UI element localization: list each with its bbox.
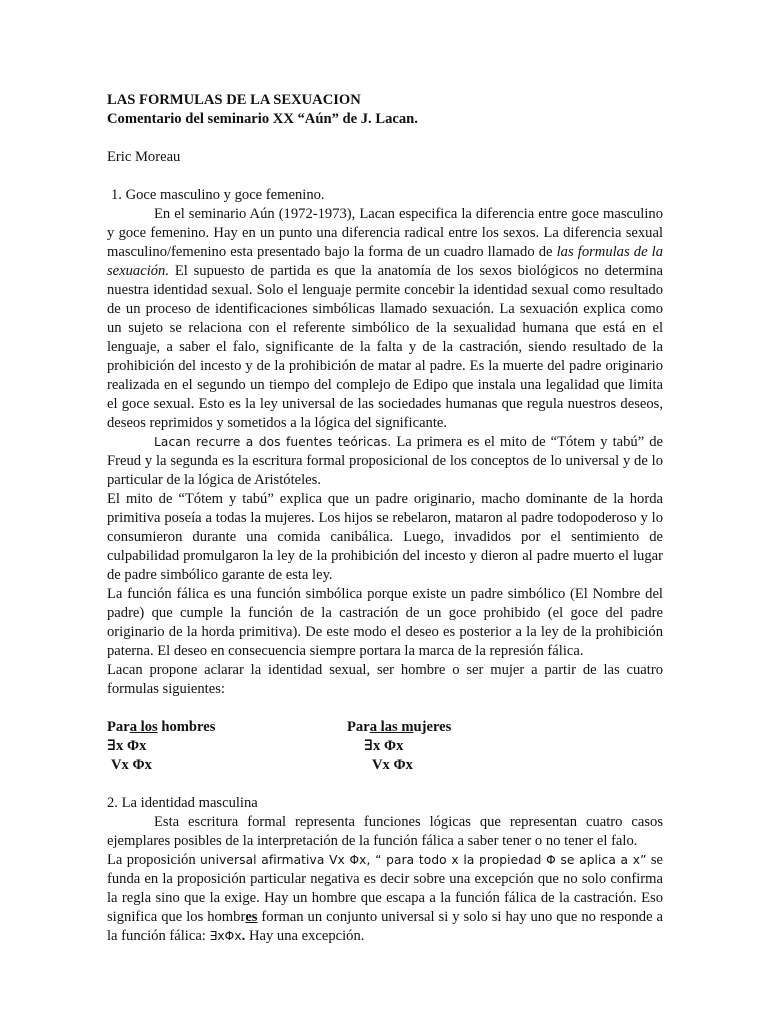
- section-2-paragraph-1: Esta escritura formal representa funciones lógicas que representan cuatro casos ejemplares posibles de la interpretación de la función fálica a saber tener o no tener el falo.: [107, 814, 663, 849]
- sans-text: Lacan recurre a dos fuentes teóricas.: [154, 435, 392, 449]
- women-formula-2: Vx Φx: [372, 757, 413, 773]
- section-1-paragraph-2: [107, 433, 663, 490]
- formula-inline: ∃xΦx: [209, 929, 242, 943]
- document-page: [107, 91, 663, 946]
- formulas-table: [107, 718, 663, 775]
- document-subtitle: Comentario del seminario XX “Aún” de J. Lacan.: [107, 111, 418, 127]
- women-formula-1: ∃x Φx: [364, 738, 404, 754]
- formulas-row-1: [107, 737, 663, 756]
- header-text: hombres: [157, 719, 216, 735]
- header-text: ujeres: [413, 719, 452, 735]
- document-title: LAS FORMULAS DE LA SEXUACION: [107, 92, 361, 108]
- women-header: [347, 718, 607, 737]
- men-formula-1: ∃x Φx: [107, 738, 147, 754]
- men-header: [107, 718, 347, 737]
- underlined-text: es: [245, 909, 258, 925]
- paragraph-text: forman un conjunto universal si y solo si hay uno que no responde a la función fálica:: [107, 909, 663, 944]
- section-1-heading: 1. Goce masculino y goce femenino.: [111, 187, 325, 203]
- paragraph-text: En el seminario Aún (1972-1973), Lacan especifica la diferencia entre goce masculino y goce femenino. Hay en un punto una diferencia radical entre los sexos. La diferencia sexual masculino/femenino esta presentado bajo la forma de un cuadro llamado de: [107, 206, 663, 260]
- author-name: Eric Moreau: [107, 149, 181, 165]
- header-text: Par: [347, 719, 370, 735]
- men-formula-2: Vx Φx: [111, 757, 152, 773]
- paragraph-text: La proposición: [107, 852, 200, 868]
- header-text-underlined: a los: [129, 719, 158, 735]
- section-2-heading: 2. La identidad masculina: [107, 795, 258, 811]
- sans-text: universal afirmativa Vx Φx, “ para todo x la propiedad Φ se aplica a x”: [199, 853, 647, 867]
- section-1-paragraph-5: Lacan propone aclarar la identidad sexual, ser hombre o ser mujer a partir de las cuatro formulas siguientes:: [107, 662, 663, 697]
- formulas-header-row: [107, 718, 663, 737]
- section-1-paragraph-1: [107, 205, 663, 433]
- paragraph-text: se funda en la proposición particular negativa es decir sobre una excepción que no solo confirma la regla sino que la exige. Hay un hombre que escapa a la función fálica de la castración. Eso significa que los hombr: [107, 852, 664, 925]
- formulas-row-2: [107, 756, 663, 775]
- header-text: Par: [107, 719, 130, 735]
- section-2-paragraph-2: [107, 851, 663, 946]
- bold-period: .: [241, 928, 246, 944]
- italic-term: las formulas de la sexuación.: [107, 244, 664, 279]
- section-1-paragraph-3: El mito de “Tótem y tabú” explica que un padre originario, macho dominante de la horda primitiva poseía a todas la mujeres. Los hijos se rebelaron, mataron al padre todopoderoso y lo consumieron durante una comida canibálica. Luego, invadidos por el sentimiento de culpabilidad promulgaron la ley de la prohibición del incesto y dieron al padre muerto el lugar de padre simbólico garante de esta ley.: [107, 491, 663, 583]
- paragraph-text: La primera es el mito de “Tótem y tabú” de Freud y la segunda es la escritura formal proposicional de los conceptos de lo universal y de lo particular de la lógica de Aristóteles.: [107, 434, 663, 488]
- header-text-underlined: a las m: [369, 719, 414, 735]
- section-1-paragraph-4: La función fálica es una función simbólica porque existe un padre simbólico (El Nombre del padre) que cumple la función de la castración de un goce prohibido (el goce del padre originario de la horda primitiva). De este modo el deseo es posterior a la ley de la prohibición paterna. El deseo en consecuencia siempre portara la marca de la represión fálica.: [107, 586, 663, 659]
- paragraph-text: El supuesto de partida es que la anatomía de los sexos biológicos no determina nuestra identidad sexual. Solo el lenguaje permite concebir la identidad sexual como resultado de un proceso de identificaciones simbólicas llamado sexuación. La sexuación explica como un sujeto se relaciona con el referente simbólico de la sexualidad humana que está en el lenguaje, a saber el falo, significante de la falta y de la castración, siendo resultado de la prohibición del incesto y de la prohibición de matar al padre. Es la muerte del padre originario realizada en el segundo un tiempo del complejo de Edipo que instala una legalidad que limita el goce sexual. Esto es la ley universal de las sociedades humanas que regula nuestros deseos, deseos reprimidos y sometidos a la lógica del significante.: [107, 263, 663, 431]
- paragraph-text: Hay una excepción.: [245, 928, 365, 944]
